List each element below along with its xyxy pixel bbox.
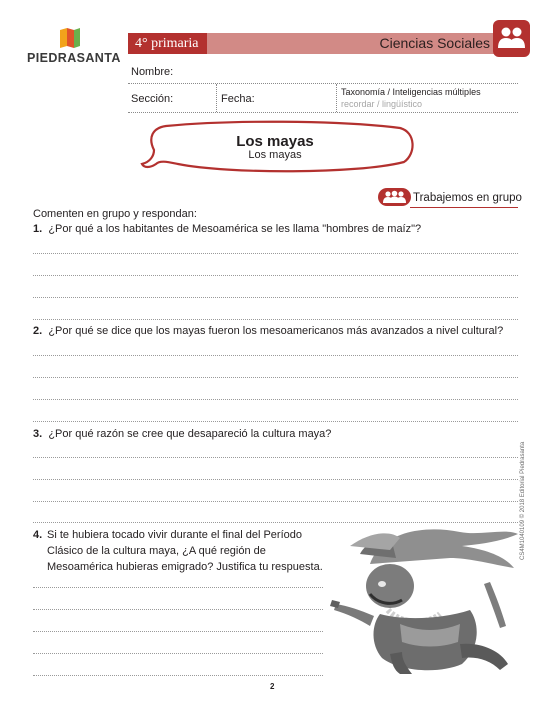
answer-line[interactable] (33, 319, 518, 320)
subject-label: Ciencias Sociales (379, 35, 490, 51)
grade-label: 4° primaria (128, 33, 207, 54)
group-people-icon (378, 188, 411, 206)
name-line (128, 83, 518, 84)
answer-line[interactable] (33, 421, 518, 422)
answer-line[interactable] (33, 675, 323, 676)
form-bottom-line (128, 112, 518, 113)
answer-line[interactable] (33, 609, 323, 610)
answer-line[interactable] (33, 653, 323, 654)
date-label: Fecha: (221, 93, 255, 105)
answer-line[interactable] (33, 479, 518, 480)
question-number: 4. (33, 529, 43, 541)
answer-line[interactable] (33, 297, 518, 298)
question-1 (33, 222, 421, 236)
page-number: 2 (270, 682, 275, 691)
question-3 (33, 427, 331, 441)
group-work-label: Trabajemos en grupo (413, 192, 522, 204)
logo-text: PIEDRASANTA (27, 51, 121, 65)
question-4 (33, 527, 333, 575)
answer-line[interactable] (33, 355, 518, 356)
name-label: Nombre: (131, 66, 174, 78)
answer-line[interactable] (33, 587, 323, 588)
mayan-figure-illustration (330, 524, 520, 674)
question-number: 3. (33, 428, 43, 440)
answer-line[interactable] (33, 457, 518, 458)
group-underline (410, 207, 518, 208)
answer-line[interactable] (33, 253, 518, 254)
copyright-code: CS4M1040109 © 2018 Editorial Piedrasanta (520, 441, 526, 560)
question-text: ¿Por qué se dice que los mayas fueron los mesoamericanos más avanzados a nivel cultural? (48, 325, 504, 337)
answer-line[interactable] (33, 377, 518, 378)
answer-line[interactable] (33, 275, 518, 276)
question-number: 1. (33, 223, 43, 235)
page-subtitle: Los mayas (248, 149, 302, 161)
question-text: ¿Por qué razón se cree que desapareció la cultura maya? (48, 428, 332, 440)
question-2 (33, 324, 503, 338)
divider (216, 84, 217, 112)
question-text: Si te hubiera tocado vivir durante el final del Período Clásico de la cultura maya, ¿A qué región de Mesoamérica hubieras emigrado? Justifica tu respuesta. (47, 529, 323, 573)
piedrasanta-logo-icon (58, 26, 82, 50)
answer-line[interactable] (33, 399, 518, 400)
question-number: 2. (33, 325, 43, 337)
page-title: Los mayas (236, 133, 314, 150)
answer-line[interactable] (33, 522, 518, 523)
group-people-icon (493, 20, 530, 57)
instructions: Comenten en grupo y respondan: (33, 208, 197, 220)
answer-line[interactable] (33, 501, 518, 502)
taxonomy-title: Taxonomía / Inteligencias múltiples (341, 87, 481, 97)
question-text: ¿Por qué a los habitantes de Mesoamérica se les llama "hombres de maíz"? (48, 223, 422, 235)
taxonomy-value: recordar / lingüístico (341, 99, 423, 109)
answer-line[interactable] (33, 631, 323, 632)
divider (336, 84, 337, 112)
section-label: Sección: (131, 93, 174, 105)
